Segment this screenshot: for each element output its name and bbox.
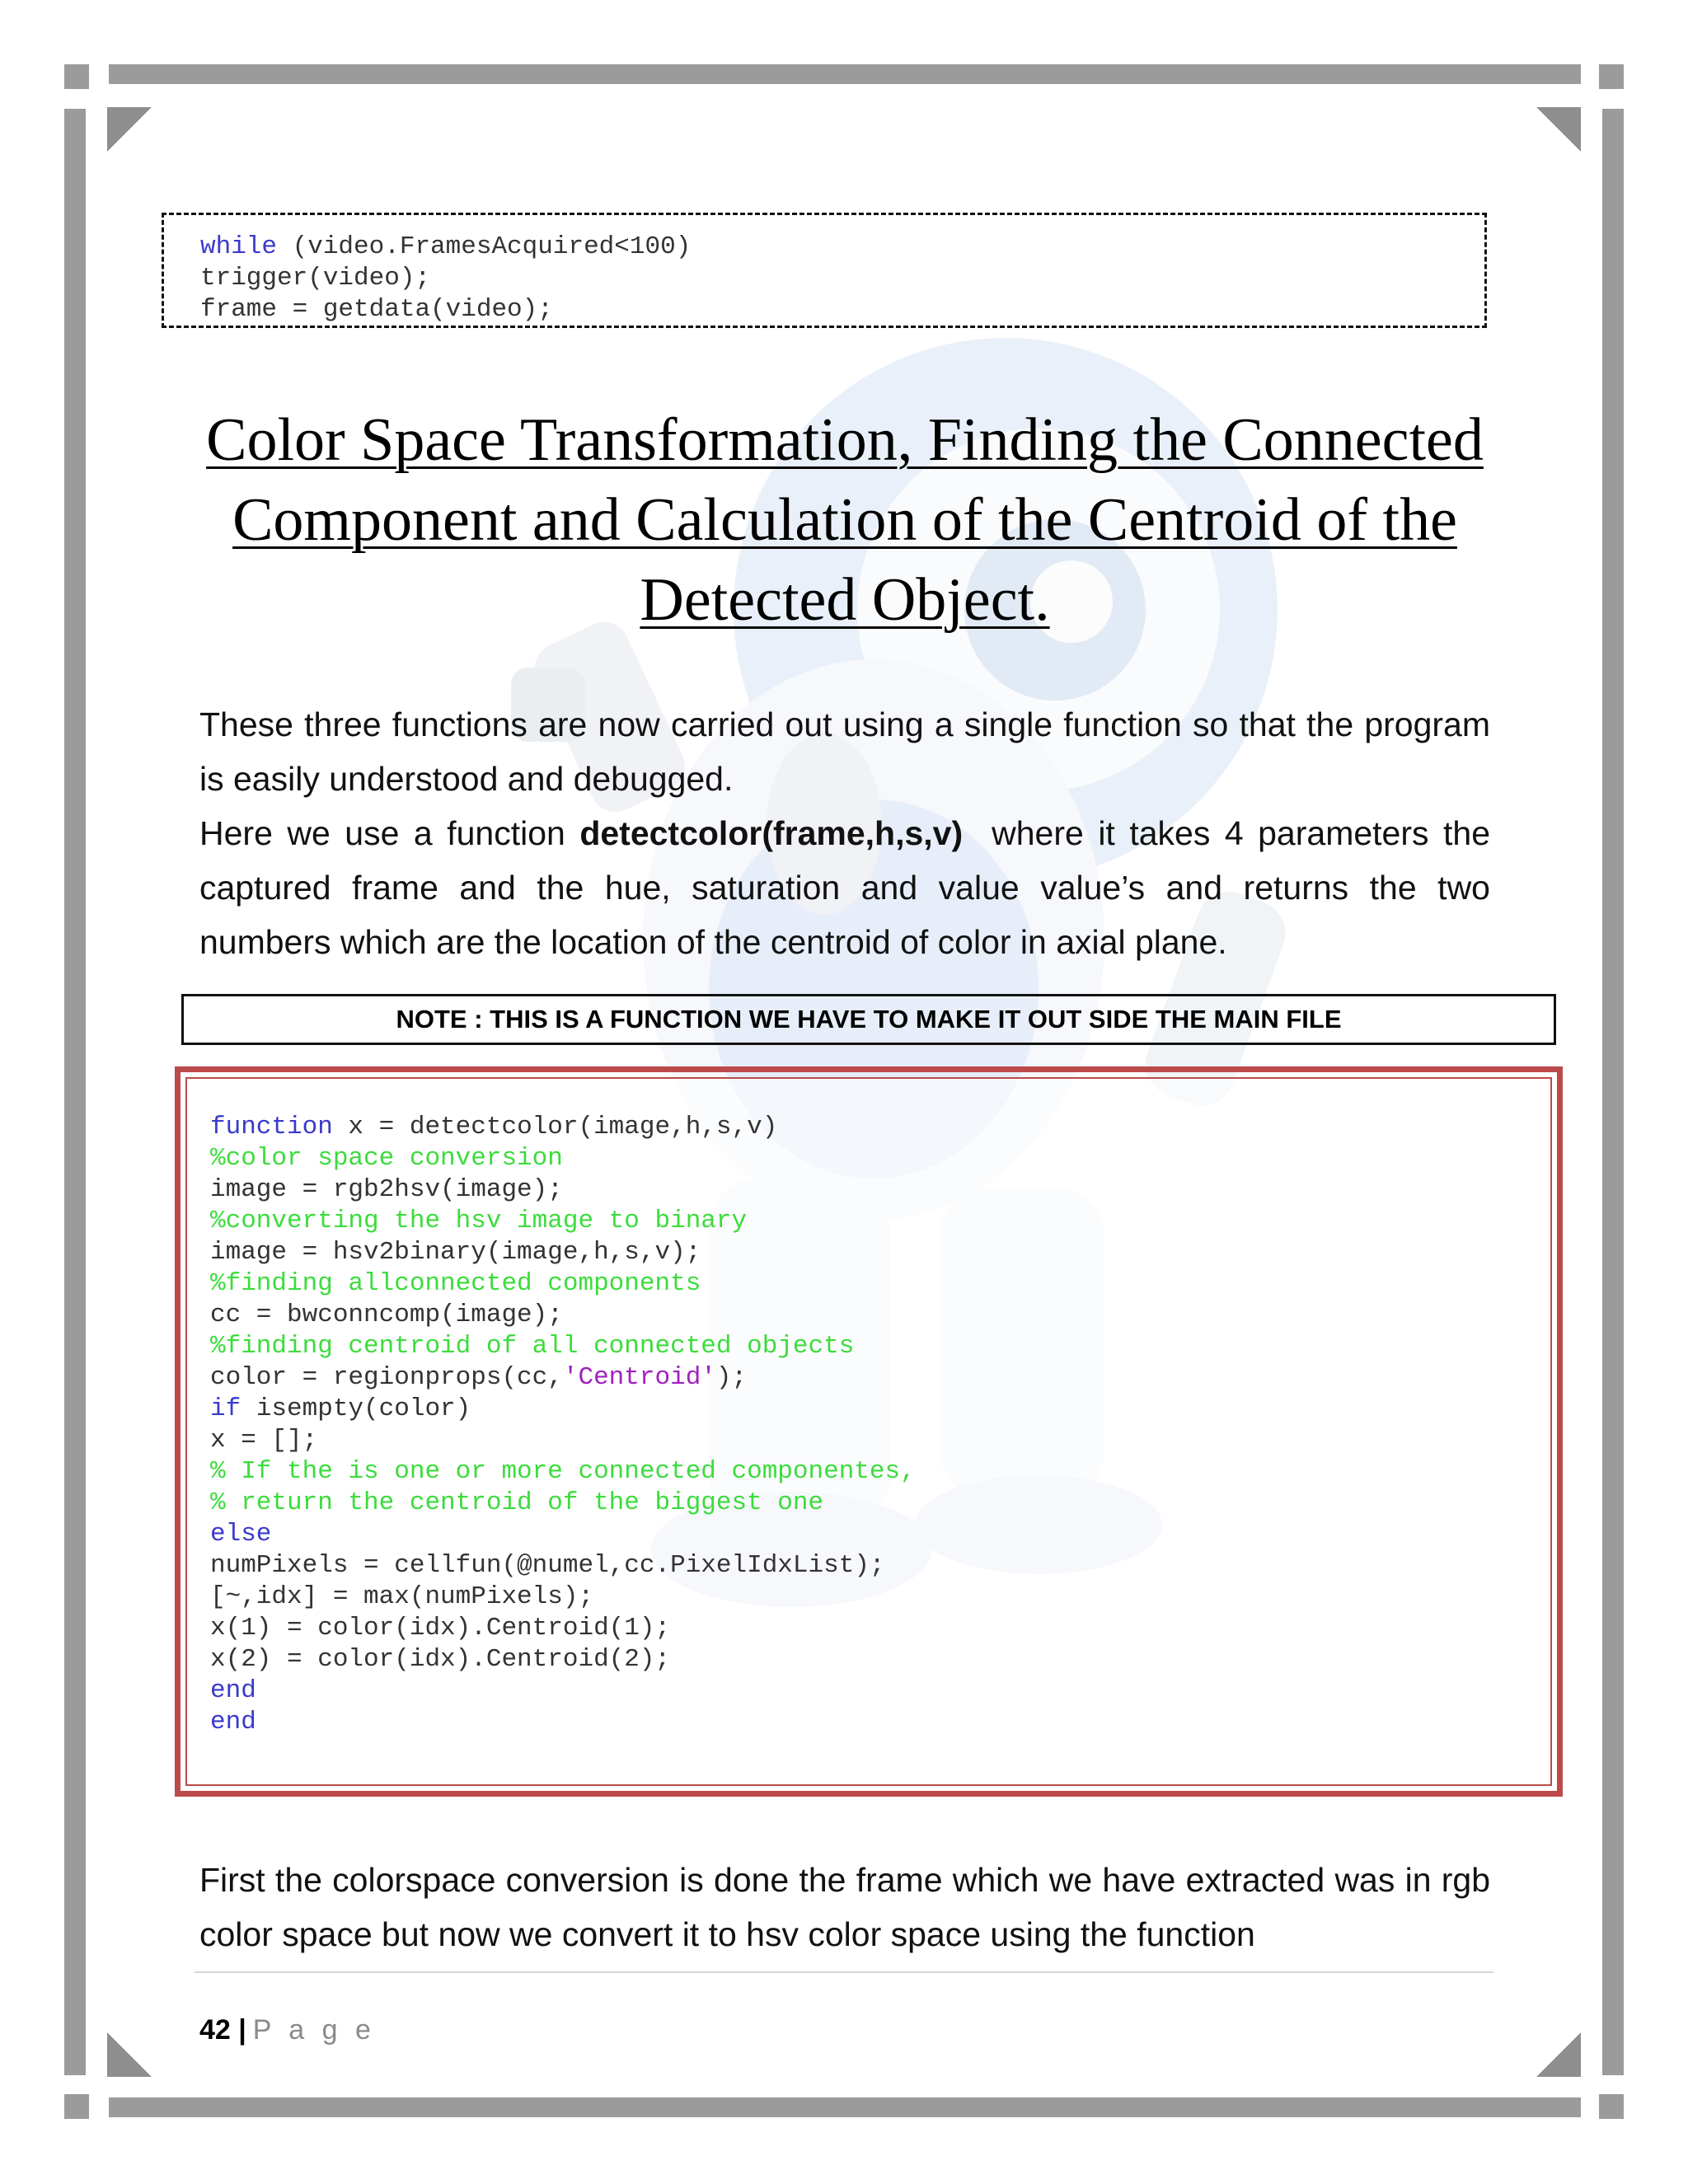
frame-corner-square	[1599, 2094, 1624, 2119]
page-footer	[199, 2011, 376, 2049]
code-keyword: if	[210, 1394, 241, 1423]
code-line	[210, 1708, 256, 1736]
code-line	[210, 1457, 916, 1486]
code-comment: % If the is one or more connected componentes,	[210, 1457, 916, 1486]
code-line	[210, 1301, 563, 1329]
frame-corner-square	[1599, 64, 1624, 89]
page-label: P a g e	[252, 2014, 376, 2046]
frame-corner-square	[64, 2094, 89, 2119]
code-block	[210, 1112, 1550, 1738]
frame-corner-triangle	[107, 107, 152, 152]
code-keyword: else	[210, 1520, 272, 1549]
code-text: isempty(color)	[241, 1394, 471, 1423]
frame-corner-triangle	[1536, 107, 1581, 152]
code-comment: %finding centroid of all connected objects	[210, 1332, 855, 1361]
code-listing-frame	[175, 1066, 1563, 1797]
code-line	[210, 1175, 563, 1204]
frame-left-bar	[64, 109, 86, 2075]
code-line	[210, 1113, 777, 1141]
code-line	[210, 1488, 823, 1517]
code-text: frame = getdata(video);	[200, 295, 553, 324]
code-comment: % return the centroid of the biggest one	[210, 1488, 824, 1517]
note-box: NOTE : THIS IS A FUNCTION WE HAVE TO MAKE IT OUT SIDE THE MAIN FILE	[181, 994, 1556, 1045]
code-text: (video.FramesAcquired<100)	[277, 232, 692, 261]
code-comment: %converting the hsv image to binary	[210, 1207, 748, 1235]
code-block	[200, 232, 1484, 326]
code-line	[210, 1363, 747, 1392]
code-line	[210, 1645, 670, 1674]
code-text: cc = bwconncomp(image);	[210, 1301, 563, 1329]
code-line	[210, 1238, 701, 1267]
code-text: );	[715, 1363, 748, 1392]
paragraph-text: Here we use a function	[199, 814, 580, 852]
code-text: image = hsv2binary(image,h,s,v);	[210, 1238, 701, 1267]
code-line	[210, 1614, 670, 1643]
code-line	[210, 1332, 854, 1361]
code-line	[210, 1551, 885, 1580]
code-line	[210, 1394, 471, 1423]
frame-corner-square	[64, 64, 89, 89]
footer-separator: |	[238, 2014, 246, 2046]
code-line	[210, 1520, 271, 1549]
code-text: x = detectcolor(image,h,s,v)	[332, 1113, 778, 1141]
code-comment: %finding allconnected components	[210, 1269, 701, 1298]
code-keyword: while	[200, 232, 278, 261]
code-line	[210, 1144, 563, 1173]
code-keyword: function	[210, 1113, 333, 1141]
function-name: detectcolor(frame,h,s,v)	[579, 814, 964, 852]
code-line	[200, 295, 553, 324]
code-listing	[185, 1077, 1552, 1786]
code-comment: %color space conversion	[210, 1144, 563, 1173]
code-line	[210, 1426, 317, 1455]
code-line	[210, 1582, 593, 1611]
frame-right-bar	[1602, 109, 1624, 2075]
code-snippet-top	[162, 213, 1487, 328]
code-text: color = regionprops(cc,	[210, 1363, 563, 1392]
body-paragraph	[199, 806, 1500, 969]
code-keyword: end	[210, 1708, 256, 1736]
code-line	[210, 1269, 701, 1298]
frame-corner-triangle	[1536, 2032, 1581, 2077]
code-text: x(1) = color(idx).Centroid(1);	[210, 1614, 671, 1643]
paragraph-text: where it takes 4 parameters the captured frame and the hue, saturation and value value’s and returns the two numbers which are the location of the centroid of color in axial plane.	[199, 814, 1500, 961]
frame-top-bar	[109, 64, 1581, 84]
code-string: 'Centroid'	[562, 1363, 716, 1392]
code-keyword: end	[210, 1676, 256, 1705]
page-number: 42	[199, 2014, 231, 2046]
code-text: numPixels = cellfun(@numel,cc.PixelIdxList);	[210, 1551, 885, 1580]
body-paragraph: First the colorspace conversion is done the frame which we have extracted was in rgb color space but now we convert it to hsv color space using the function	[199, 1861, 1490, 1953]
frame-bottom-bar	[109, 2097, 1581, 2117]
code-line	[200, 232, 691, 261]
code-text: [~,idx] = max(numPixels);	[210, 1582, 594, 1611]
section-heading: Color Space Transformation, Finding the Connected Component and Calculation of the Centroid of the Detected Object.	[206, 406, 1484, 634]
code-text: image = rgb2hsv(image);	[210, 1175, 563, 1204]
code-text: trigger(video);	[200, 264, 431, 293]
code-text: x(2) = color(idx).Centroid(2);	[210, 1645, 671, 1674]
code-line	[210, 1207, 747, 1235]
code-line	[200, 264, 430, 293]
footer-divider	[195, 1971, 1493, 1973]
code-text: x = [];	[210, 1426, 318, 1455]
frame-corner-triangle	[107, 2032, 152, 2077]
code-line	[210, 1676, 256, 1705]
body-paragraph: These three functions are now carried out using a single function so that the program is easily understood and debugged.	[199, 705, 1490, 798]
